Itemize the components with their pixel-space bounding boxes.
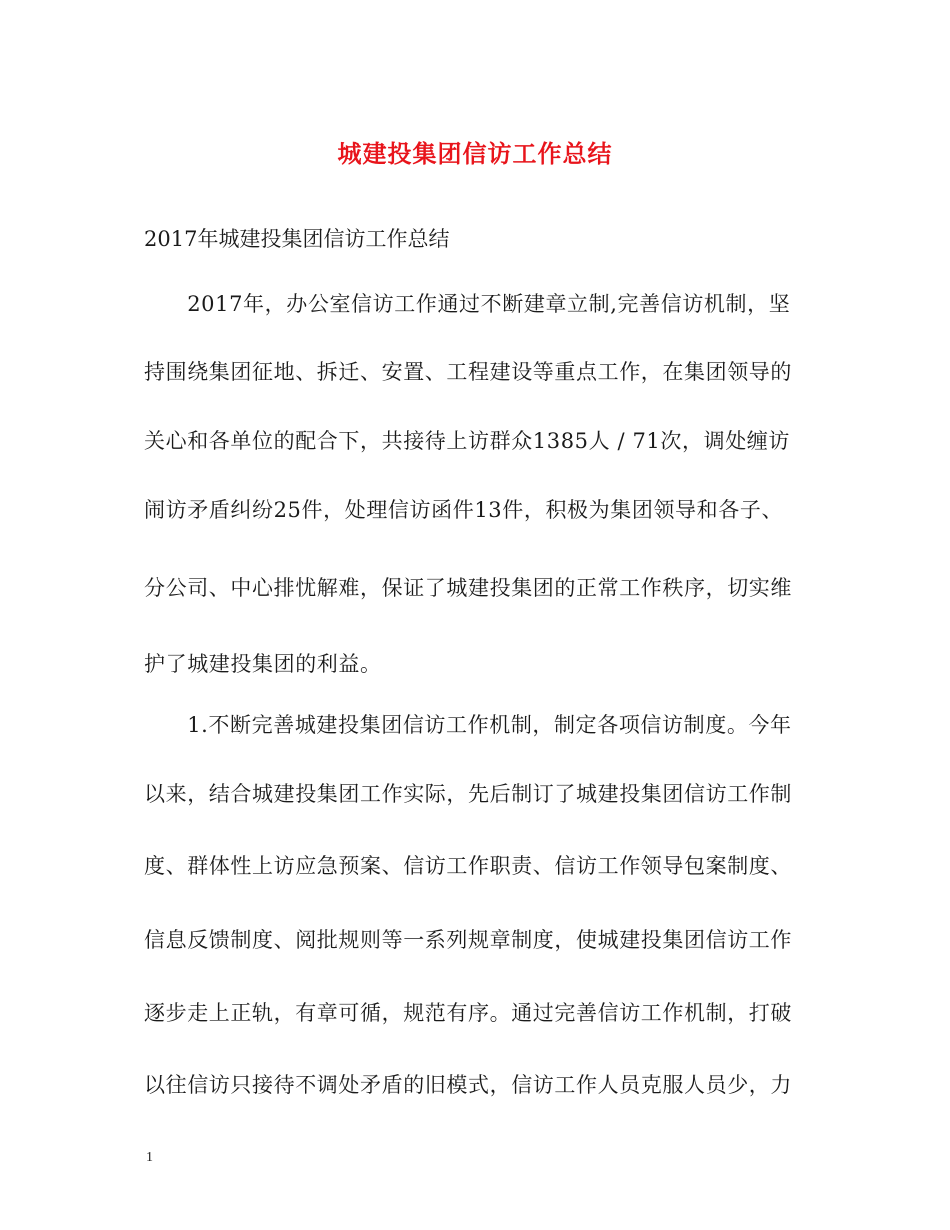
body-line: 护了城建投集团的利益。: [144, 652, 382, 676]
document-title: 城建投集团信访工作总结: [337, 139, 613, 168]
body-line: 关心和各单位的配合下，共接待上访群众1385人 / 71次，调处缠访: [144, 429, 790, 453]
body-line: 度、群体性上访应急预案、信访工作职责、信访工作领导包案制度、: [144, 854, 792, 878]
body-line: 分公司、中心排忧解难，保证了城建投集团的正常工作秩序，切实维: [144, 576, 792, 600]
document-subtitle: 2017年城建投集团信访工作总结: [144, 227, 450, 251]
page-number: 1: [146, 1150, 153, 1165]
body-line: 以往信访只接待不调处矛盾的旧模式，信访工作人员克服人员少，力: [144, 1073, 792, 1097]
body-line: 逐步走上正轨，有章可循，规范有序。通过完善信访工作机制，打破: [144, 1001, 792, 1025]
body-line: 以来，结合城建投集团工作实际，先后制订了城建投集团信访工作制: [144, 782, 792, 806]
body-line: 1.不断完善城建投集团信访工作机制，制定各项信访制度。今年: [144, 713, 792, 737]
body-line: 闹访矛盾纠纷25件，处理信访函件13件，积极为集团领导和各子、: [144, 498, 784, 522]
body-line: 持围绕集团征地、拆迁、安置、工程建设等重点工作，在集团领导的: [144, 360, 792, 384]
body-line: 信息反馈制度、阅批规则等一系列规章制度，使城建投集团信访工作: [144, 928, 792, 952]
body-line: 2017年，办公室信访工作通过不断建章立制,完善信访机制，坚: [144, 292, 791, 316]
